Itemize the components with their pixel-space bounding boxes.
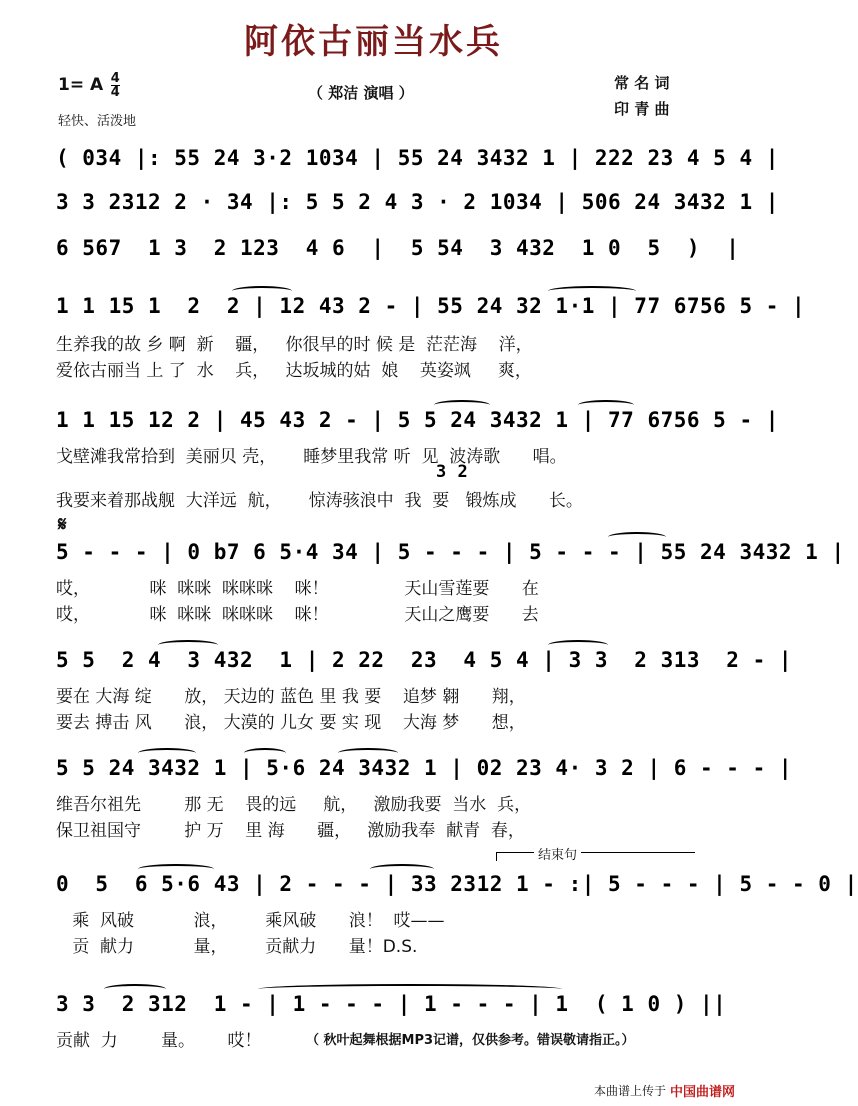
time-sig-top: 4 — [110, 71, 120, 86]
notation-line-9: 0 5 6 5·6 43 | 2 - - - | 33 2312 1 - :| 5 - - - | 5 - - 0 | — [56, 872, 858, 896]
lyric-line-5b: 我要来着那战舰 大洋远 航， 惊涛骇浪中 我 要 锻炼成 长。 — [56, 491, 583, 511]
footer — [594, 1081, 735, 1100]
lyric-line-4a: 生养我的故 乡 啊 新 疆， 你很早的时 候 是 茫茫海 洋， — [56, 335, 533, 355]
lyricist-credit: 常 名 词 — [614, 74, 670, 92]
tempo-marking: 轻快、活泼地 — [58, 114, 137, 129]
lyric-line-6a: 哎， 咪 咪咪 咪咪咪 咪！ 天山雪莲要 在 — [56, 579, 539, 599]
lyric-line-7b: 要去 搏击 风 浪， 大漠的 儿女 要 实 现 大海 梦 想， — [56, 713, 526, 733]
notation-line-6: 5 - - - | 0 b7 6 5·4 34 | 5 - - - | 5 - - - | 55 24 3432 1 | — [56, 540, 845, 564]
lyric-line-6b: 哎， 咪 咪咪 咪咪咪 咪！ 天山之鹰要 去 — [56, 605, 539, 625]
composer-credit: 印 青 曲 — [614, 100, 670, 118]
performer: （ 郑洁 演唱 ） — [308, 84, 414, 102]
segno-icon: 𝄋 — [58, 512, 67, 536]
ending-label: 结束句 — [534, 844, 581, 863]
notation-line-7: 5 5 2 4 3 432 1 | 2 22 23 4 5 4 | 3 3 2 313 2 - | — [56, 648, 793, 672]
key-signature — [58, 72, 120, 99]
lyric-line-4b: 爱依古丽当 上 了 水 兵， 达坂城的姑 娘 英姿飒 爽， — [56, 361, 532, 381]
transcription-note: （ 秋叶起舞根据MP3记谱，仅供参考。错误敬请指正。） — [306, 1033, 635, 1048]
upload-text: 本曲谱上传于 — [593, 1084, 666, 1098]
lyric-line-5a: 戈壁滩我常拾到 美丽贝 壳， 睡梦里我常 听 见 波涛歌 唱。 — [56, 447, 567, 467]
lyric-line-9b: 贡 献力 量， 贡献力 量！D.S. — [56, 937, 418, 957]
notation-line-4: 1 1 15 1 2 2 | 12 43 2 - | 55 24 32 1·1 | 77 6756 5 - | — [56, 294, 806, 318]
lyric-line-7a: 要在 大海 绽 放， 天边的 蓝色 里 我 要 追梦 翱 翔， — [56, 687, 526, 707]
key-label: 1= A — [58, 75, 104, 95]
lyric-line-8b: 保卫祖国守 护 万 里 海 疆， 激励我奉 献青 春， — [56, 821, 525, 841]
notation-line-5: 1 1 15 12 2 | 45 43 2 - | 5 5 24 3432 1 | 77 6756 5 - | — [56, 408, 779, 432]
lyric-line-8a: 维吾尔祖先 那 无 畏的远 航， 激励我要 当水 兵， — [56, 795, 532, 815]
song-title: 阿依古丽当水兵 — [244, 22, 503, 62]
time-signature — [111, 72, 120, 99]
notation-line-8: 5 5 24 3432 1 | 5·6 24 3432 1 | 02 23 4· 3 2 | 6 - - - | — [56, 756, 793, 780]
variant-notes: 3 2 — [436, 462, 469, 482]
notation-line-1: ( 034 |: 55 24 3·2 1034 | 55 24 3432 1 | 222 23 4 5 4 | — [56, 146, 779, 170]
notation-line-2: 3 3 2312 2 · 34 |: 5 5 2 4 3 · 2 1034 | 506 24 3432 1 | — [56, 190, 779, 214]
site-logo: 中国曲谱网 — [669, 1085, 735, 1100]
ending-bracket — [496, 852, 695, 861]
notation-line-3: 6 567 1 3 2 123 4 6 | 5 54 3 432 1 0 5 ) | — [56, 236, 740, 260]
time-sig-bottom: 4 — [110, 85, 120, 100]
lyric-line-10: 贡献 力 量。 哎！ — [56, 1031, 262, 1051]
notation-line-10: 3 3 2 312 1 - | 1 - - - | 1 - - - | 1 ( 1 0 ) || — [56, 992, 727, 1016]
lyric-line-9a: 乘 风破 浪， 乘风破 浪！ 哎—— — [56, 911, 445, 931]
